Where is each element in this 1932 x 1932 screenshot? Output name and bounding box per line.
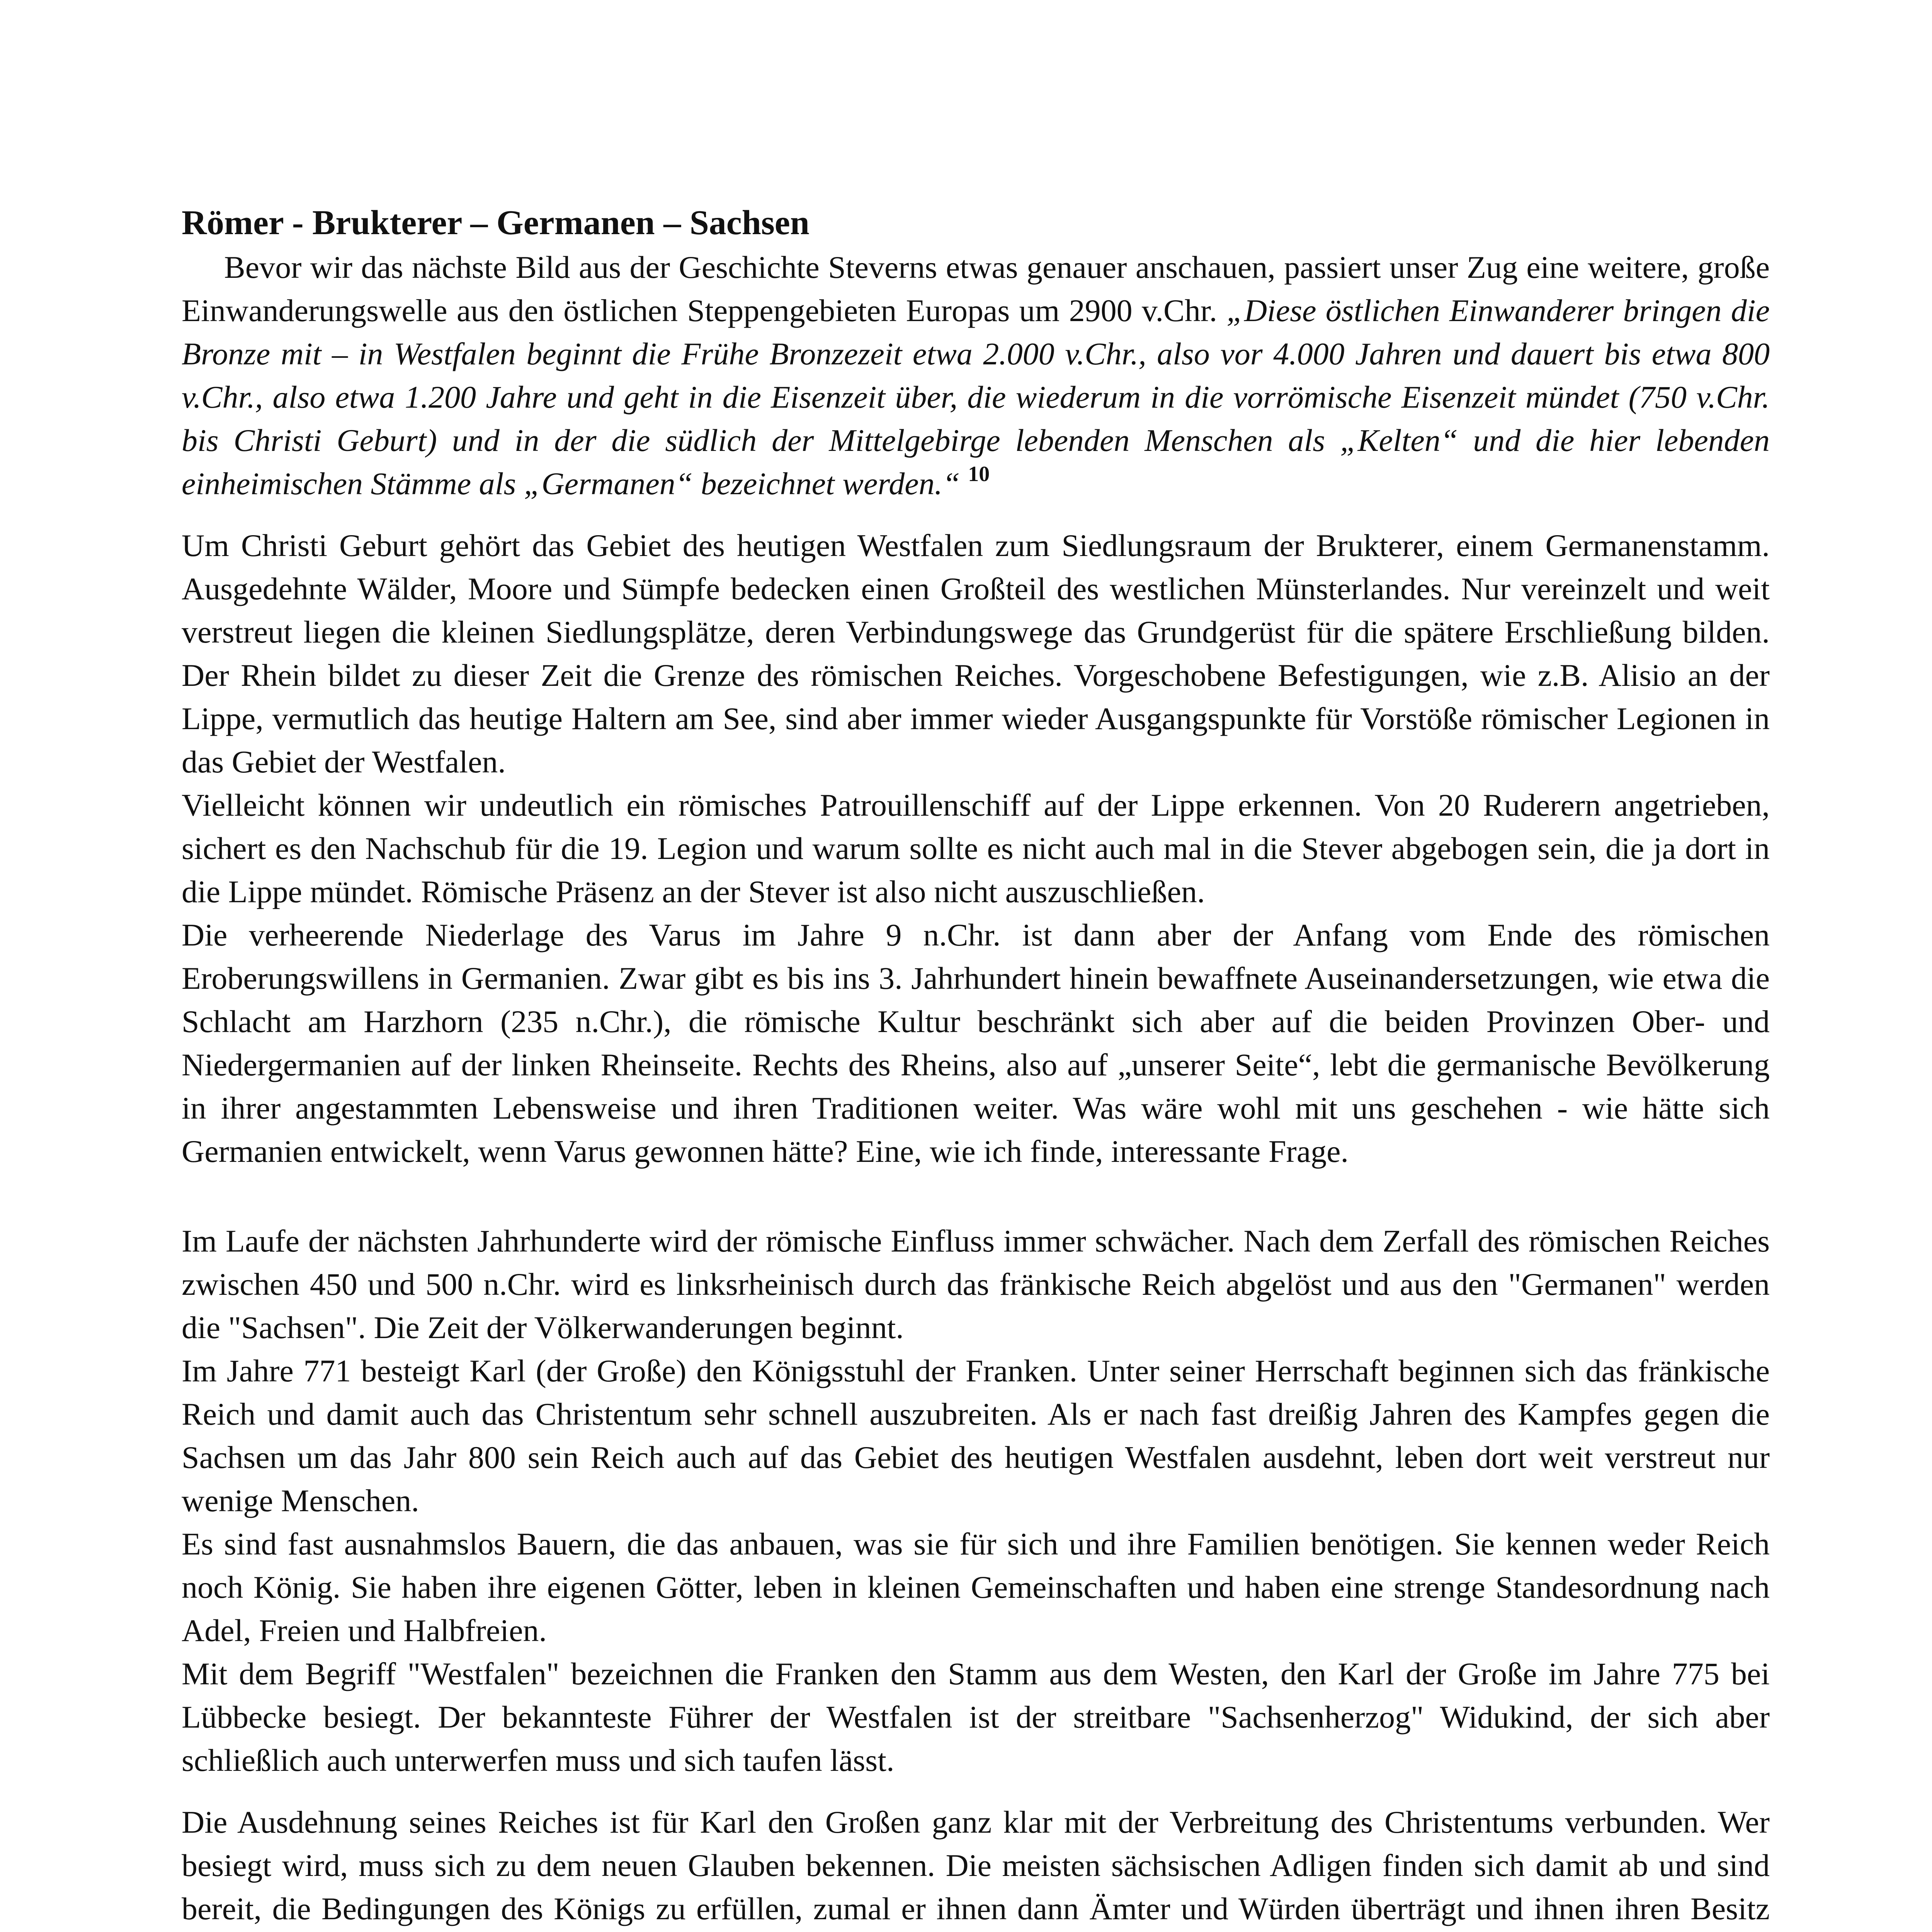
footnote-reference[interactable]: 10 [968, 462, 990, 486]
paragraph-5: Im Laufe der nächsten Jahrhunderte wird der römische Einfluss immer schwächer. Nach dem Zerfall des römischen Reiches zwischen 450 und 500 n.Chr. wird es linksrheinisch durch das fränkische Reich abgelöst und aus den "Germanen" werden die "Sachsen". Die Zeit der Völkerwanderungen beginnt. [182, 1223, 1770, 1345]
paragraph-1 [182, 246, 1770, 505]
paragraph-7: Es sind fast ausnahmslos Bauern, die das anbauen, was sie für sich und ihre Familien benötigen. Sie kennen weder Reich noch König. Sie haben ihre eigenen Götter, leben in kleinen Gemeinschaften und haben eine strenge Standesordnung nach Adel, Freien und Halbfreien. [182, 1526, 1770, 1648]
paragraph-2: Um Christi Geburt gehört das Gebiet des heutigen Westfalen zum Siedlungsraum der Brukterer, einem Germanenstamm. Ausgedehnte Wälder, Moore und Sümpfe bedecken einen Großteil des westlichen Münsterlandes. Nur vereinzelt und weit verstreut liegen die kleinen Siedlungsplätze, deren Verbindungswege das Grundgerüst für die spätere Erschließung bilden. Der Rhein bildet zu dieser Zeit die Grenze des römischen Reiches. Vorgeschobene Befestigungen, wie z.B. Alisio an der Lippe, vermutlich das heutige Haltern am See, sind aber immer wieder Ausgangspunkte für Vorstöße römischer Legionen in das Gebiet der Westfalen. [182, 528, 1770, 779]
paragraph-6: Im Jahre 771 besteigt Karl (der Große) den Königsstuhl der Franken. Unter seiner Herrschaft beginnen sich das fränkische Reich und damit auch das Christentum sehr schnell auszubreiten. Als er nach fast dreißig Jahren des Kampfes gegen die Sachsen um das Jahr 800 sein Reich auch auf das Gebiet des heutigen Westfalen ausdehnt, leben dort weit verstreut nur wenige Menschen. [182, 1353, 1770, 1518]
paragraph-8: Mit dem Begriff "Westfalen" bezeichnen die Franken den Stamm aus dem Westen, den Karl der Große im Jahre 775 bei Lübbecke besiegt. Der bekannteste Führer der Westfalen ist der streitbare "Sachsenherzog" Widukind, der sich aber schließlich auch unterwerfen muss und sich taufen lässt. [182, 1656, 1770, 1778]
paragraph-9: Die Ausdehnung seines Reiches ist für Karl den Großen ganz klar mit der Verbreitung des Christentums verbunden. Wer besiegt wird, muss sich zu dem neuen Glauben bekennen. Die meisten sächsischen Adligen finden sich damit ab und sind bereit, die Bedingungen des Königs zu erfüllen, zumal er ihnen dann Ämter und Würden überträgt und ihnen ihren Besitz [182, 1804, 1770, 1926]
page-content [182, 201, 1770, 1932]
paragraph-1-quote: „Diese östlichen Einwanderer bringen die Bronze mit – in Westfalen beginnt die Frühe Bronzezeit etwa 2.000 v.Chr., also vor 4.000 Jahren und dauert bis etwa 800 v.Chr., also etwa 1.200 Jahre und geht in die Eisenzeit über, die wiederum in die vorrömische Eisenzeit mündet (750 v.Chr. bis Christi Geburt) und in der die südlich der Mittelgebirge lebenden Menschen als „Kelten“ und die hier lebenden einheimischen Stämme als „Germanen“ bezeichnet werden.“ [182, 293, 1770, 501]
paragraph-3: Vielleicht können wir undeutlich ein römisches Patrouillenschiff auf der Lippe erkennen. Von 20 Ruderern angetrieben, sichert es den Nachschub für die 19. Legion und warum sollte es nicht auch mal in die Stever abgebogen sein, die ja dort in die Lippe mündet. Römische Präsenz an der Stever ist also nicht auszuschließen. [182, 787, 1770, 909]
section-heading: Römer - Brukterer – Germanen – Sachsen [182, 204, 810, 242]
paragraph-4: Die verheerende Niederlage des Varus im Jahre 9 n.Chr. ist dann aber der Anfang vom Ende des römischen Eroberungswillens in Germanien. Zwar gibt es bis ins 3. Jahrhundert hinein bewaffnete Auseinandersetzungen, wie etwa die Schlacht am Harzhorn (235 n.Chr.), die römische Kultur beschränkt sich aber auf die beiden Provinzen Ober- und Niedergermanien auf der linken Rheinseite. Rechts des Rheins, also auf „unserer Seite“, lebt die germanische Bevölkerung in ihrer angestammten Lebensweise und ihren Traditionen weiter. Was wäre wohl mit uns geschehen - wie hätte sich Germanien entwickelt, wenn Varus gewonnen hätte? Eine, wie ich finde, interessante Frage. [182, 917, 1770, 1169]
paragraph-1-lead: Bevor wir das nächste Bild aus der Geschichte Steverns etwas genauer anschauen, passiert unser Zug eine weitere, große Einwanderungswelle aus den östlichen Steppengebieten Europas um 2900 v.Chr. [182, 250, 1770, 328]
